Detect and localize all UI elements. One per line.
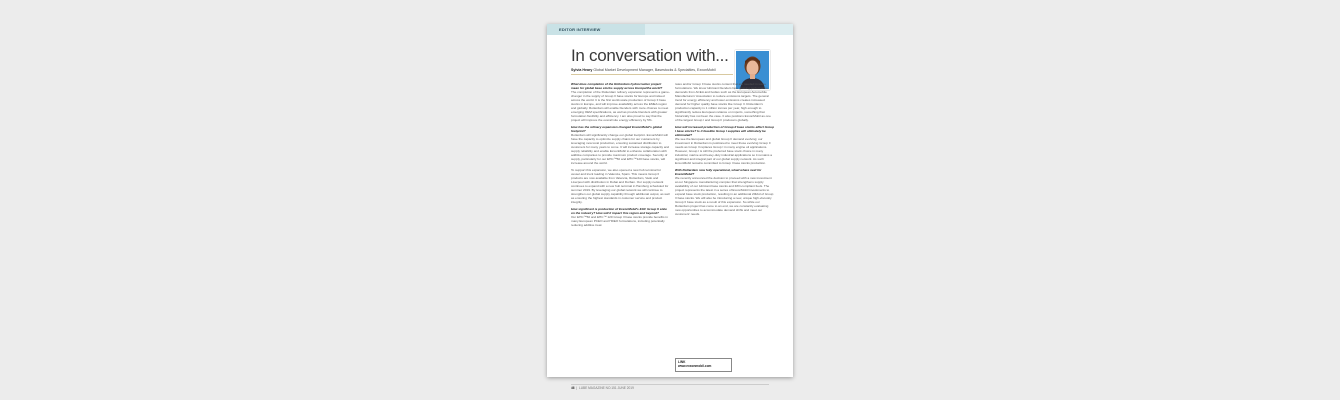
- answer-paragraph: The completion of the Rotterdam refinery expansion represents a game-changer in the supply of Group II base stocks for Europe and indeed across the world. It is the first world-scale production of Group II base stocks in Europe, and will improve availability across the EMEA region and globally. Rotterdam will enable blenders with more choices to meet emerging OEM specifications, as well as provide blenders with greater formulation flexibility and efficiency. I am also proud to say that the project will improve the overall site energy efficiency by 5%.: [571, 90, 670, 122]
- answer-paragraph: To support this expansion, we also opened a new hub terminal for vessel and truck loading in Valencia, Spain. This means Group II products are now available from Valencia, Rotterdam, Vado and Liverpool with distribution in Dubai and Durban. Our supply network continues to expand with a new hub terminal in Hamburg scheduled for summer 2019. By leveraging our global network we will continue to strengthen our global supply capability through additional output, as well as ensuring the highest standards in customer service and product integrity.: [571, 168, 670, 204]
- link-box: [675, 358, 732, 372]
- page-number: 46: [571, 386, 575, 390]
- right-column: [675, 82, 774, 219]
- section-tag: EDITOR INTERVIEW: [547, 24, 645, 35]
- footer-divider: [571, 384, 769, 385]
- magazine-page: [547, 24, 793, 390]
- title-divider: [571, 74, 733, 75]
- section-tag-strip: [645, 24, 793, 35]
- page-title: In conversation with...: [571, 46, 729, 65]
- question: With Rotterdam now fully operational, what/ where next for ExxonMobil?: [675, 168, 762, 176]
- footer-separator: |: [575, 386, 579, 390]
- link-url[interactable]: www.exxonmobil.com: [678, 364, 712, 368]
- link-label: LINK: [678, 360, 686, 364]
- question: How has the refinery expansion changed ExxonMobil's global footprint?: [571, 125, 662, 133]
- answer-paragraph: We see the European and global Group II demand evolving; our investment in Rotterdam is positioned to meet those evolving Group II needs as Group II replaces Group I in many engine oil applications. However, Group I is still the preferred base stock choice in many industrial, marine and heavy-duty industrial applications so it remains a significant and integral part of our global supply network. As such ExxonMobil remains committed to Group I base stocks production.: [675, 137, 772, 165]
- byline-role: Global Market Development Manager, Basestocks & Specialties, ExxonMobil: [593, 68, 716, 72]
- question: What does completion of the Rotterdam hydrocracker project mean for global base stocks supply across Europe/the world?: [571, 82, 663, 90]
- answer-paragraph: Our EHC™50 and EHC™ 120 Group II base stocks provide benefits in many European PCEO and HDEO formulations, including potentially reducing additive treat: [571, 215, 668, 227]
- page-footer: [571, 386, 771, 390]
- byline-name: Sylvia Heary: [571, 68, 593, 72]
- answer-paragraph: Rotterdam will significantly change our global footprint. ExxonMobil will have the capacity to optimize supply chains for our customers by leveraging new local production, ensuring sustained distribution to customers for many years to come. It will increase storage capacity and supply reliability and enable ExxonMobil to enhance collaboration with additive companies to provide maximum product coverage. Security of supply, particularly for our EHC™50 and EHC™120 base stocks, will increase around the world.: [571, 133, 670, 165]
- answer-paragraph: We recently announced the decision to proceed with a new investment at our Singapore manufacturing complex that strengthens supply availability of our lubricant base stocks and IMO-compliant fuels. The project represents the latest in a series of ExxonMobil investments to expand base stock production, resulting in an additional 20kbd of Group II base stocks. We will also be introducing a new, unique high-viscosity Group II base stock as a result of this expansion. So while our Rotterdam project has come to an end, we are constantly evaluating new opportunities to accommodate demand shifts and meet our customers' needs.: [675, 176, 774, 216]
- publication-name: LUBE MAGAZINE NO.151 JUNE 2019: [578, 386, 634, 390]
- question: How will increased production of Group II base stocks affect Group I base stocks? Is it feasible Group I supplies will ultimately be eliminated?: [675, 125, 774, 137]
- answer-paragraph: rates and/or Group II base stocks content that are needed in some formulations. We know lubricant blenders face growing performance demands from ACEA and bodies such as the European Automobile Manufacturers' Association to reduce emissions targets. The general trend for energy efficiency and lower emissions creates increased demand for higher quality base stocks like Group II. Rotterdam's production capacity is 1 million tonnes per year, high enough to significantly reduce European reliance on imports, something that historically has not been the case. It also positions ExxonMobil as one of the largest Group I and Group II producers globally.: [675, 82, 771, 122]
- question: How significant is production of ExxonMobil's EHC Group II slate on the industry? How will it impact this region and beyond?: [571, 207, 667, 215]
- left-column: [571, 82, 670, 230]
- byline: [571, 68, 736, 72]
